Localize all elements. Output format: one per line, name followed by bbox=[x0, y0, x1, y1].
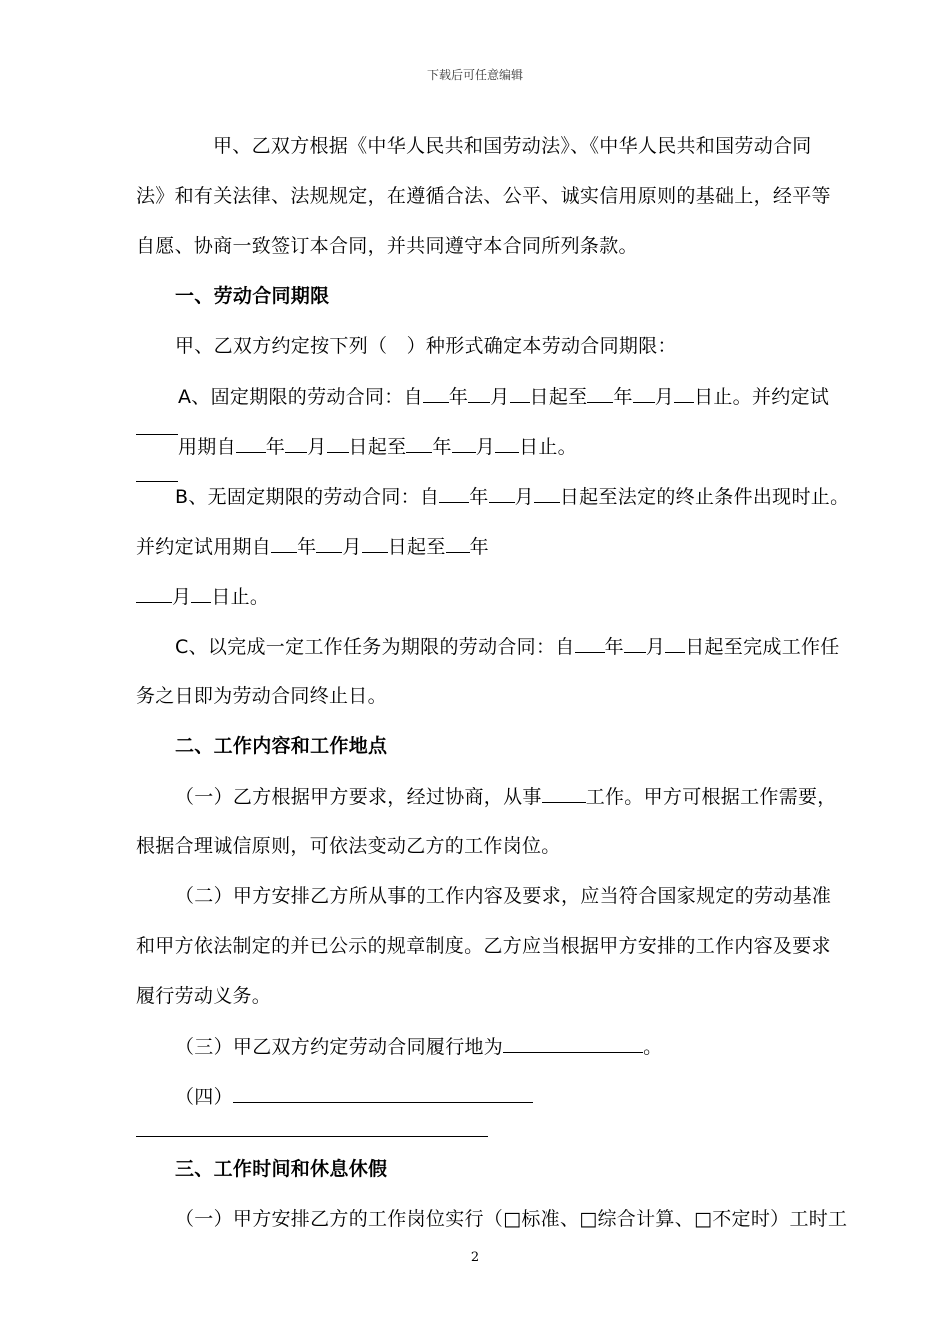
section-2-p1-line-2: 根据合理诚信原则，可依法变动乙方的工作岗位。 bbox=[136, 835, 561, 857]
clause-b-line-1: B、无固定期限的劳动合同：自 年 月 日起至法定的终止条件出现时止。 bbox=[175, 486, 850, 508]
section-2-p2-line-2: 和甲方依法制定的并已公示的规章制度。乙方应当根据甲方安排的工作内容及要求 bbox=[136, 935, 831, 957]
section-2-p2-line-1: （二）甲方安排乙方所从事的工作内容及要求，应当符合国家规定的劳动基准 bbox=[175, 885, 832, 907]
clause-b-blank-start bbox=[136, 481, 178, 482]
section-2-p4-blank-line bbox=[136, 1136, 488, 1137]
section-2-p4: （四） bbox=[175, 1085, 533, 1108]
page-header: 下载后可任意编辑 bbox=[426, 68, 523, 82]
clause-a-line-2: 用期自 年 月 日起至 年 月 日止。 bbox=[178, 436, 577, 458]
section-2-p1-line-1: （一）乙方根据甲方要求，经过协商，从事 工作。甲方可根据工作需要， bbox=[175, 786, 837, 808]
clause-c-line-2: 务之日即为劳动合同终止日。 bbox=[136, 685, 387, 707]
section-3-p1: （一）甲方安排乙方的工作岗位实行（□标准、□综合计算、□不定时）工时工 bbox=[175, 1208, 848, 1230]
section-3-heading: 三、工作时间和休息休假 bbox=[175, 1158, 388, 1180]
clause-a-blank-start bbox=[136, 434, 178, 435]
section-2-heading: 二、工作内容和工作地点 bbox=[175, 735, 388, 757]
section-1-intro: 甲、乙双方约定按下列（ ）种形式确定本劳动合同期限： bbox=[175, 335, 677, 357]
page-number: 2 bbox=[470, 1250, 480, 1265]
intro-line-3: 自愿、协商一致签订本合同，并共同遵守本合同所列条款。 bbox=[136, 235, 638, 257]
clause-b-line-2: 并约定试用期自 年 月 日起至 年 bbox=[136, 536, 489, 558]
intro-line-2: 法》和有关法律、法规规定，在遵循合法、公平、诚实信用原则的基础上，经平等 bbox=[136, 185, 831, 207]
clause-c-line-1: C、以完成一定工作任务为期限的劳动合同：自 年 月 日起至完成工作任 bbox=[175, 636, 840, 658]
intro-line-1: 甲、乙双方根据《中华人民共和国劳动法》、《中华人民共和国劳动合同 bbox=[213, 135, 812, 157]
section-1-heading: 一、劳动合同期限 bbox=[175, 285, 330, 307]
clause-b-line-3: 月 日止。 bbox=[136, 585, 269, 608]
section-2-p3: （三）甲乙双方约定劳动合同履行地为 。 bbox=[175, 1036, 663, 1058]
clause-a-line-1: A、固定期限的劳动合同：自 年 月 日起至 年 月 日止。并约定试 bbox=[178, 386, 830, 408]
section-2-p2-line-3: 履行劳动义务。 bbox=[136, 985, 272, 1007]
